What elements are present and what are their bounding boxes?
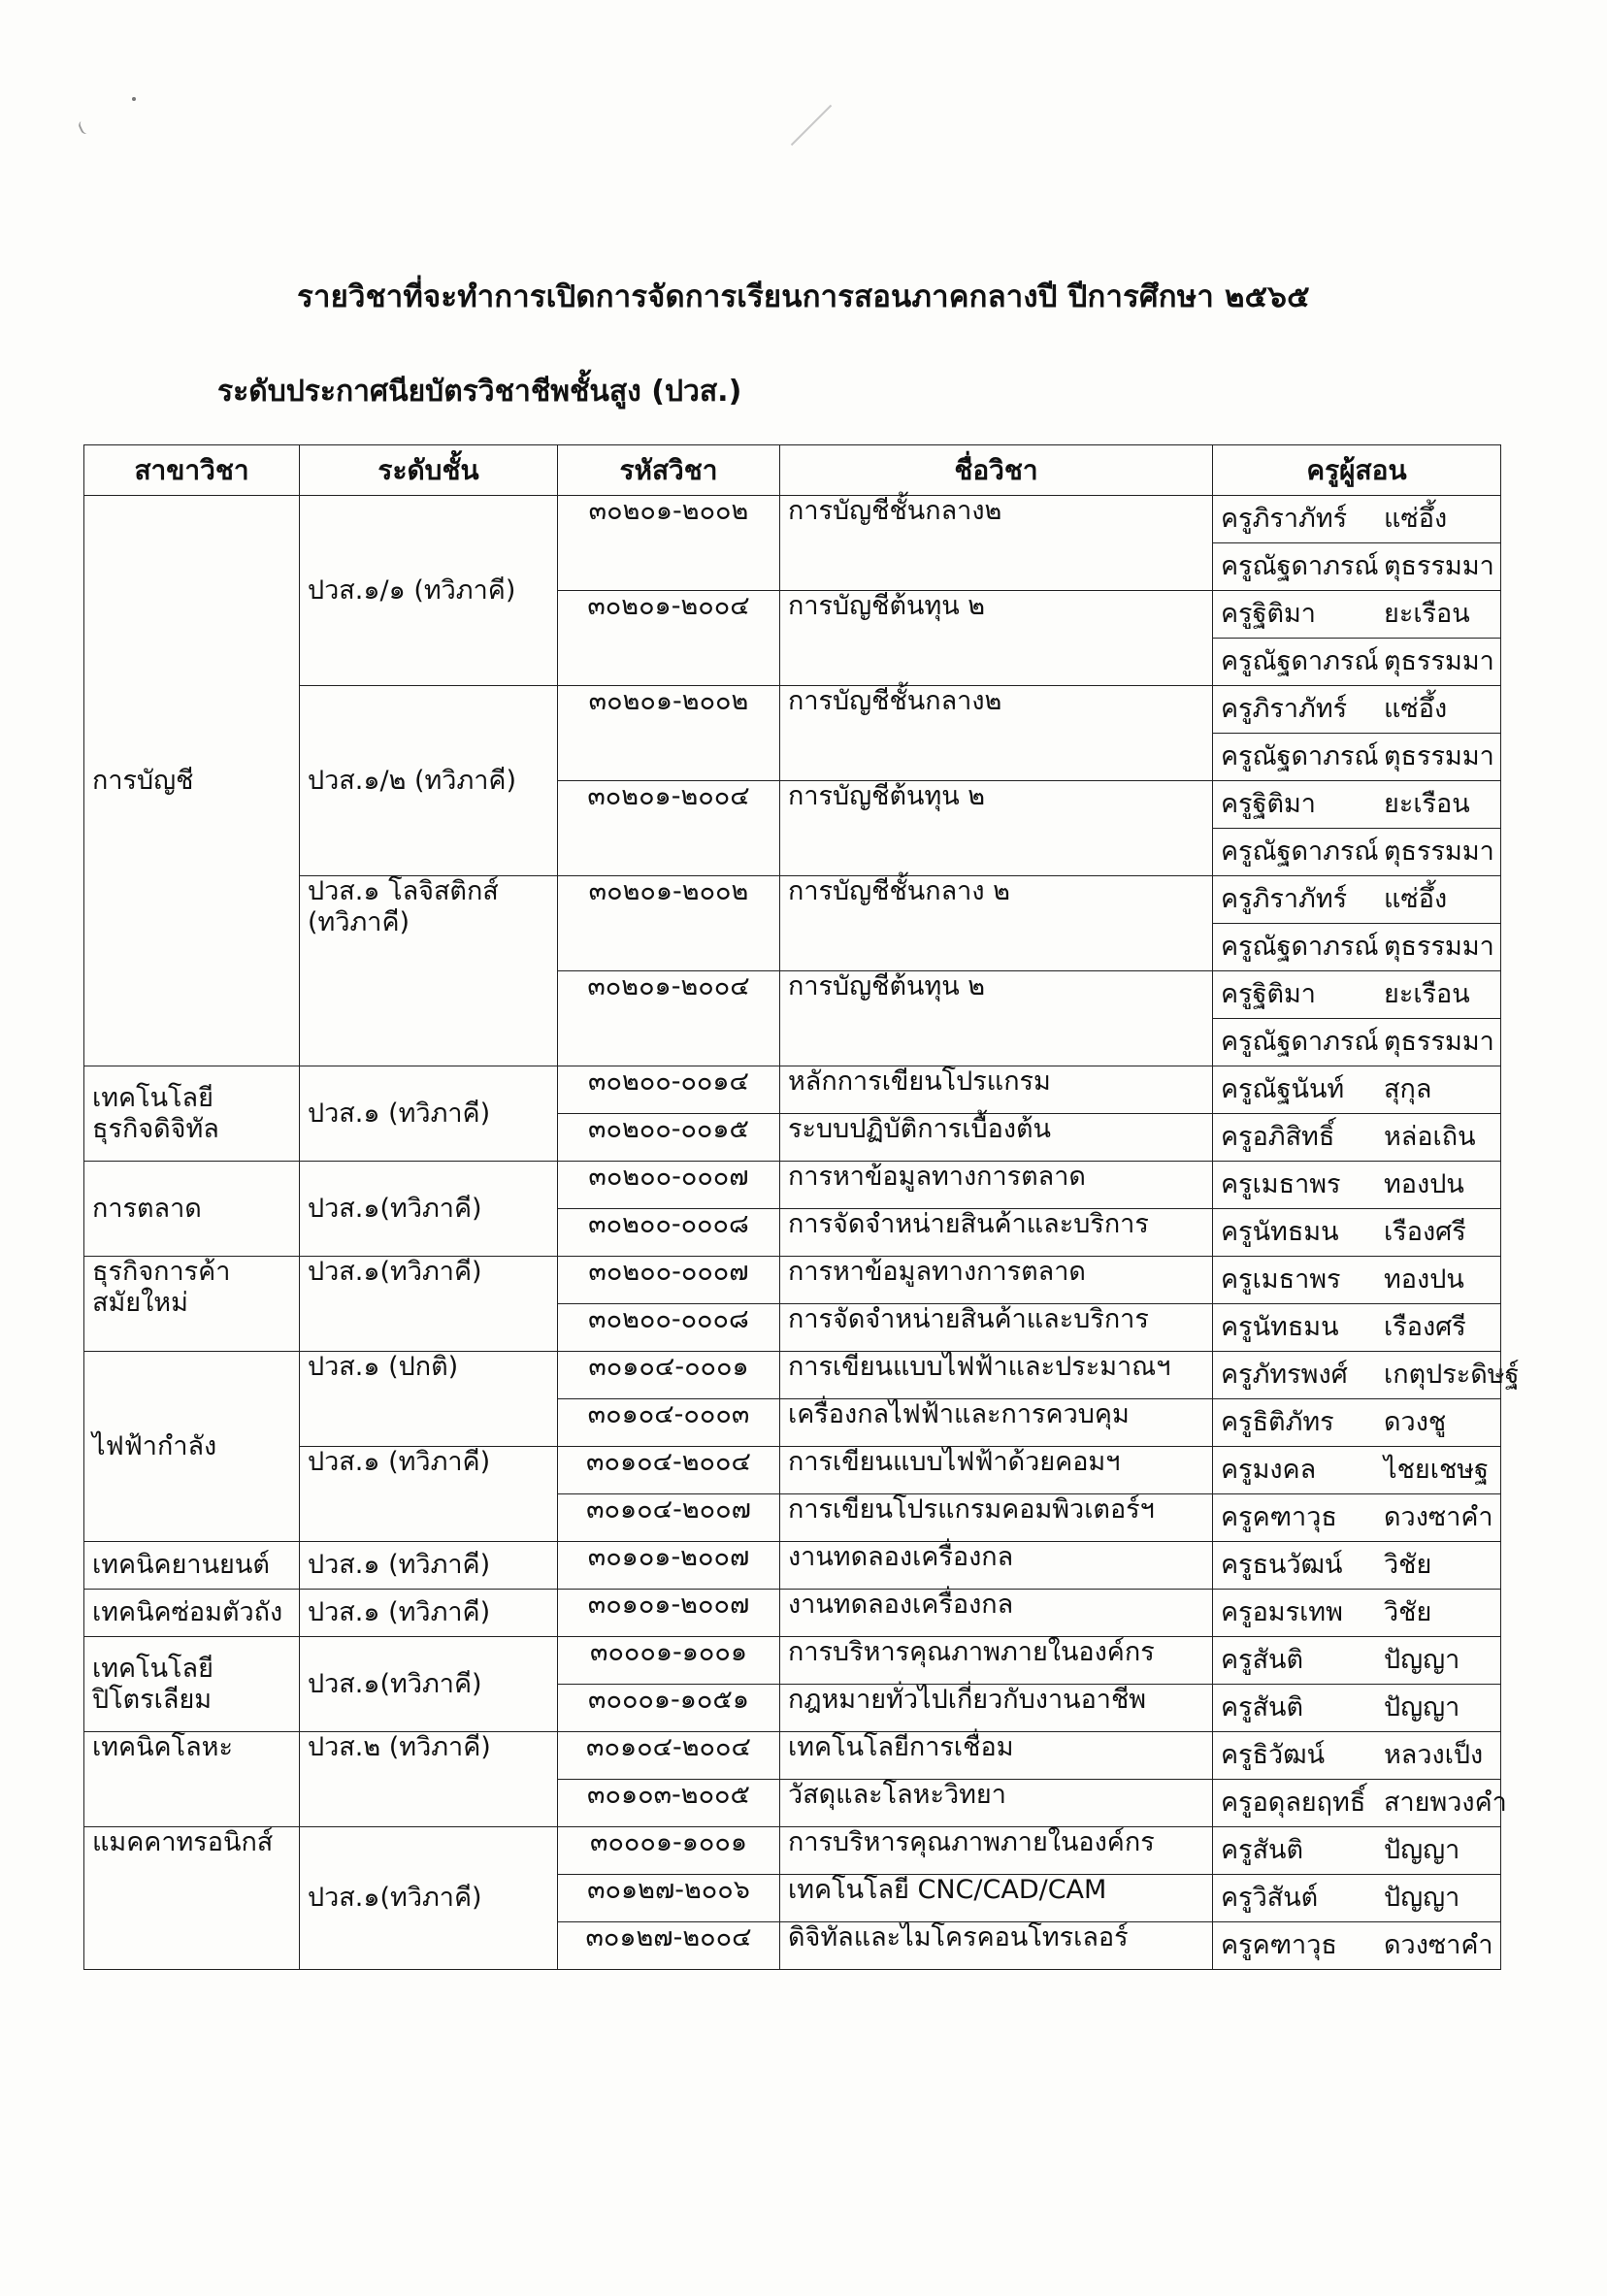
code-cell: ๓๐๒๐๐-๐๐๑๕: [558, 1114, 780, 1162]
table-row: [84, 1827, 1501, 1875]
major-cell: [84, 1637, 300, 1732]
teacher-first: ครูฐิติมา: [1221, 789, 1316, 819]
teacher-first: ครูอมรเทพ: [1221, 1597, 1343, 1627]
teacher-cell: [1213, 971, 1501, 1019]
teacher-cell: [1213, 829, 1501, 876]
teacher-first: ครูธิวัฒน์: [1221, 1740, 1326, 1770]
teacher-cell: [1213, 1542, 1501, 1590]
code-cell: ๓๐๒๐๑-๒๐๐๒: [558, 686, 780, 781]
course-table: [83, 444, 1520, 1970]
scan-smudge: [78, 119, 92, 136]
major-line-1: เทคโนโลยี: [92, 1653, 213, 1684]
teacher-last: ยะเรือน: [1384, 599, 1470, 629]
subject-cell: หลักการเขียนโปรแกรม: [780, 1066, 1213, 1114]
teacher-first: ครูอภิสิทธิ์: [1221, 1122, 1335, 1152]
teacher-first: ครูธิติภัทร: [1221, 1407, 1334, 1437]
teacher-last: ตุธรรมมา: [1384, 741, 1494, 771]
subject-cell: การเขียนโปรแกรมคอมพิวเตอร์ฯ: [780, 1494, 1213, 1542]
teacher-last: ไชยเชษฐ: [1384, 1455, 1489, 1485]
teacher-last: ยะเรือน: [1384, 979, 1470, 1009]
teacher-last: ตุธรรมมา: [1384, 836, 1494, 867]
code-cell: ๓๐๒๐๐-๐๐๑๔: [558, 1066, 780, 1114]
subject-cell: การเขียนแบบไฟฟ้าด้วยคอมฯ: [780, 1447, 1213, 1494]
major-line-1: ธุรกิจการค้า: [92, 1257, 231, 1287]
code-cell: ๓๐๒๐๑-๒๐๐๔: [558, 591, 780, 686]
teacher-first: ครูคฑาวุธ: [1221, 1930, 1337, 1960]
subject-cell: การบริหารคุณภาพภายในองค์กร: [780, 1827, 1213, 1875]
level-cell: ปวส.๑/๑ (ทวิภาคี): [300, 496, 558, 686]
teacher-cell: [1213, 1494, 1501, 1542]
teacher-cell: [1213, 1732, 1501, 1780]
code-cell: ๓๐๒๐๐-๐๐๐๗: [558, 1257, 780, 1304]
teacher-cell: [1213, 591, 1501, 639]
teacher-cell: [1213, 1875, 1501, 1922]
teacher-last: หล่อเถิน: [1384, 1122, 1476, 1152]
code-cell: ๓๐๑๐๔-๐๐๐๑: [558, 1352, 780, 1399]
teacher-cell: [1213, 1352, 1520, 1399]
header-level: ระดับชั้น: [300, 445, 558, 496]
teacher-first: ครูวิสันต์: [1221, 1883, 1319, 1913]
teacher-first: ครูณัฐดาภรณ์: [1221, 551, 1379, 581]
teacher-last: วิชัย: [1384, 1597, 1432, 1627]
teacher-first: ครูนัทธมน: [1221, 1312, 1339, 1342]
teacher-first: ครูธนวัฒน์: [1221, 1550, 1343, 1580]
teacher-last: ดวงซาคำ: [1384, 1502, 1493, 1532]
header-subject: ชื่อวิชา: [780, 445, 1213, 496]
teacher-cell: [1213, 1114, 1501, 1162]
scan-dot: [132, 97, 136, 101]
code-cell: ๓๐๑๒๗-๒๐๐๖: [558, 1875, 780, 1922]
teacher-last: แซ่อึ้ง: [1384, 504, 1448, 534]
table-row: [84, 1257, 1501, 1304]
code-cell: ๓๐๑๐๔-๐๐๐๓: [558, 1399, 780, 1447]
major-line-2: ปิโตรเลียม: [92, 1684, 213, 1715]
major-line-1: เทคโนโลยี: [92, 1082, 213, 1113]
teacher-last: ทองปน: [1384, 1264, 1464, 1295]
teacher-last: สายพวงคำ: [1384, 1788, 1507, 1818]
teacher-last: แซ่อึ้ง: [1384, 694, 1448, 724]
table-row: [84, 1162, 1501, 1209]
header-row: [84, 445, 1501, 496]
level-cell: ปวส.๑ (ทวิภาคี): [300, 1066, 558, 1162]
code-cell: ๓๐๑๐๑-๒๐๐๗: [558, 1590, 780, 1637]
teacher-cell: [1213, 1257, 1501, 1304]
teacher-last: วิชัย: [1384, 1550, 1432, 1580]
major-cell: ไฟฟ้ากำลัง: [84, 1352, 300, 1542]
major-line-2: สมัยใหม่: [92, 1288, 188, 1318]
header-teacher: ครูผู้สอน: [1213, 445, 1501, 496]
teacher-cell: [1213, 686, 1501, 734]
teacher-cell: [1213, 1922, 1501, 1970]
header-major: สาขาวิชา: [84, 445, 300, 496]
subject-cell: การบัญชีชั้นกลาง๒: [780, 496, 1213, 591]
level-cell: ปวส.๑(ทวิภาคี): [300, 1257, 558, 1352]
page-subtitle: ระดับประกาศนียบัตรวิชาชีพชั้นสูง (ปวส.): [217, 375, 742, 409]
teacher-cell: [1213, 1590, 1501, 1637]
table-row: [84, 1637, 1501, 1685]
code-cell: ๓๐๑๐๔-๒๐๐๔: [558, 1447, 780, 1494]
table-row: [84, 1732, 1501, 1780]
table-row: [84, 1066, 1501, 1114]
subject-cell: กฎหมายทั่วไปเกี่ยวกับงานอาชีพ: [780, 1685, 1213, 1732]
teacher-last: ทองปน: [1384, 1169, 1464, 1199]
teacher-first: ครูอดุลยฤทธิ์: [1221, 1788, 1366, 1818]
subject-cell: เครื่องกลไฟฟ้าและการควบคุม: [780, 1399, 1213, 1447]
level-cell: ปวส.๑ (ทวิภาคี): [300, 1447, 558, 1542]
teacher-last: สุกุล: [1384, 1074, 1432, 1104]
teacher-first: ครูสันติ: [1221, 1645, 1304, 1675]
code-cell: ๓๐๐๐๑-๑๐๕๑: [558, 1685, 780, 1732]
level-cell: ปวส.๑(ทวิภาคี): [300, 1827, 558, 1970]
teacher-cell: [1213, 1209, 1501, 1257]
major-cell: [84, 1066, 300, 1162]
level-cell: ปวส.๑(ทวิภาคี): [300, 1637, 558, 1732]
table-row: [84, 496, 1501, 543]
code-cell: ๓๐๒๐๑-๒๐๐๔: [558, 781, 780, 876]
teacher-last: ปัญญา: [1384, 1883, 1460, 1913]
level-cell: ปวส.๑(ทวิภาคี): [300, 1162, 558, 1257]
teacher-cell: [1213, 1399, 1501, 1447]
code-cell: ๓๐๑๐๑-๒๐๐๗: [558, 1542, 780, 1590]
scan-line: [791, 105, 832, 146]
teacher-cell: [1213, 1019, 1501, 1066]
teacher-first: ครูณัฐดาภรณ์: [1221, 1027, 1379, 1057]
teacher-cell: [1213, 639, 1501, 686]
teacher-first: ครูสันติ: [1221, 1692, 1304, 1722]
teacher-cell: [1213, 924, 1501, 971]
subject-cell: การบัญชีชั้นกลาง๒: [780, 686, 1213, 781]
teacher-first: ครูณัฐดาภรณ์: [1221, 741, 1379, 771]
teacher-first: ครูภิราภัทร์: [1221, 884, 1348, 914]
code-cell: ๓๐๒๐๑-๒๐๐๔: [558, 971, 780, 1066]
teacher-first: ครูนัทธมน: [1221, 1217, 1339, 1247]
header-code: รหัสวิชา: [558, 445, 780, 496]
teacher-last: หลวงเป็ง: [1384, 1740, 1484, 1770]
teacher-last: ปัญญา: [1384, 1645, 1460, 1675]
code-cell: ๓๐๑๐๓-๒๐๐๕: [558, 1780, 780, 1827]
table-row: [84, 1590, 1501, 1637]
subject-cell: งานทดลองเครื่องกล: [780, 1542, 1213, 1590]
subject-cell: เทคโนโลยี CNC/CAD/CAM: [780, 1875, 1213, 1922]
code-cell: ๓๐๑๐๔-๒๐๐๗: [558, 1494, 780, 1542]
major-cell: การตลาด: [84, 1162, 300, 1257]
teacher-first: ครูณัฐดาภรณ์: [1221, 932, 1379, 962]
teacher-cell: [1213, 1066, 1501, 1114]
teacher-cell: [1213, 1447, 1501, 1494]
major-line-2: ธุรกิจดิจิทัล: [92, 1113, 219, 1144]
teacher-first: ครูฐิติมา: [1221, 599, 1316, 629]
code-cell: ๓๐๒๐๑-๒๐๐๒: [558, 496, 780, 591]
teacher-first: ครูสันติ: [1221, 1835, 1304, 1865]
major-cell: การบัญชี: [84, 496, 300, 1066]
level-cell: ปวส.๑ (ปกติ): [300, 1352, 558, 1447]
teacher-cell: [1213, 1780, 1507, 1827]
code-cell: ๓๐๐๐๑-๑๐๐๑: [558, 1637, 780, 1685]
code-cell: ๓๐๐๐๑-๑๐๐๑: [558, 1827, 780, 1875]
teacher-first: ครูณัฐดาภรณ์: [1221, 836, 1379, 867]
teacher-last: ดวงชู: [1384, 1407, 1447, 1437]
table-row: [84, 1542, 1501, 1590]
table-row: [84, 1352, 1501, 1399]
major-cell: เทคนิคซ่อมตัวถัง: [84, 1590, 300, 1637]
teacher-last: ยะเรือน: [1384, 789, 1470, 819]
level-cell: [300, 876, 558, 1066]
level-line-2: (ทวิภาคี): [308, 907, 410, 937]
code-cell: ๓๐๑๐๔-๒๐๐๔: [558, 1732, 780, 1780]
subject-cell: การจัดจำหน่ายสินค้าและบริการ: [780, 1209, 1213, 1257]
major-cell: แมคคาทรอนิกส์: [84, 1827, 300, 1970]
teacher-cell: [1213, 1827, 1501, 1875]
subject-cell: การบัญชีต้นทุน ๒: [780, 971, 1213, 1066]
teacher-cell: [1213, 1162, 1501, 1209]
code-cell: ๓๐๒๐๐-๐๐๐๘: [558, 1209, 780, 1257]
teacher-first: ครูมงคล: [1221, 1455, 1317, 1485]
subject-cell: การบัญชีต้นทุน ๒: [780, 781, 1213, 876]
teacher-last: ตุธรรมมา: [1384, 1027, 1494, 1057]
code-cell: ๓๐๒๐๑-๒๐๐๒: [558, 876, 780, 971]
major-cell: เทคนิคยานยนต์: [84, 1542, 300, 1590]
subject-cell: ระบบปฏิบัติการเบื้องต้น: [780, 1114, 1213, 1162]
teacher-cell: [1213, 734, 1501, 781]
teacher-cell: [1213, 1637, 1501, 1685]
major-cell: [84, 1257, 300, 1352]
teacher-cell: [1213, 496, 1501, 543]
subject-cell: การจัดจำหน่ายสินค้าและบริการ: [780, 1304, 1213, 1352]
subject-cell: การหาข้อมูลทางการตลาด: [780, 1162, 1213, 1209]
subject-cell: การบัญชีชั้นกลาง ๒: [780, 876, 1213, 971]
teacher-first: ครูณัฐดาภรณ์: [1221, 646, 1379, 676]
teacher-first: ครูภิราภัทร์: [1221, 504, 1348, 534]
subject-cell: ดิจิทัลและไมโครคอนโทรเลอร์: [780, 1922, 1213, 1970]
teacher-last: เรืองศรี: [1384, 1217, 1466, 1247]
teacher-first: ครูฐิติมา: [1221, 979, 1316, 1009]
level-cell: ปวส.๒ (ทวิภาคี): [300, 1732, 558, 1827]
code-cell: ๓๐๑๒๗-๒๐๐๔: [558, 1922, 780, 1970]
teacher-last: เรืองศรี: [1384, 1312, 1466, 1342]
teacher-cell: [1213, 1304, 1501, 1352]
teacher-first: ครูณัฐนันท์: [1221, 1074, 1345, 1104]
subject-cell: วัสดุและโลหะวิทยา: [780, 1780, 1213, 1827]
teacher-first: ครูคฑาวุธ: [1221, 1502, 1337, 1532]
teacher-last: ตุธรรมมา: [1384, 646, 1494, 676]
teacher-last: ตุธรรมมา: [1384, 551, 1494, 581]
code-cell: ๓๐๒๐๐-๐๐๐๘: [558, 1304, 780, 1352]
subject-cell: การเขียนแบบไฟฟ้าและประมาณฯ: [780, 1352, 1213, 1399]
teacher-last: เกตุประดิษฐ์: [1384, 1360, 1520, 1390]
teacher-last: ปัญญา: [1384, 1692, 1460, 1722]
subject-cell: งานทดลองเครื่องกล: [780, 1590, 1213, 1637]
subject-cell: เทคโนโลยีการเชื่อม: [780, 1732, 1213, 1780]
level-cell: ปวส.๑ (ทวิภาคี): [300, 1590, 558, 1637]
teacher-last: ดวงซาคำ: [1384, 1930, 1493, 1960]
teacher-last: ตุธรรมมา: [1384, 932, 1494, 962]
teacher-first: ครูภิราภัทร์: [1221, 694, 1348, 724]
subject-cell: การหาข้อมูลทางการตลาด: [780, 1257, 1213, 1304]
subject-cell: การบริหารคุณภาพภายในองค์กร: [780, 1637, 1213, 1685]
teacher-cell: [1213, 876, 1501, 924]
major-cell: เทคนิคโลหะ: [84, 1732, 300, 1827]
level-line-1: ปวส.๑ โลจิสติกส์: [308, 876, 499, 906]
teacher-first: ครูเมธาพร: [1221, 1169, 1341, 1199]
teacher-last: ปัญญา: [1384, 1835, 1460, 1865]
teacher-cell: [1213, 781, 1501, 829]
teacher-cell: [1213, 1685, 1501, 1732]
code-cell: ๓๐๒๐๐-๐๐๐๗: [558, 1162, 780, 1209]
teacher-cell: [1213, 543, 1501, 591]
level-cell: ปวส.๑ (ทวิภาคี): [300, 1542, 558, 1590]
teacher-first: ครูภัทรพงศ์: [1221, 1360, 1348, 1390]
subject-cell: การบัญชีต้นทุน ๒: [780, 591, 1213, 686]
page-title: รายวิชาที่จะทำการเปิดการจัดการเรียนการสอนภาคกลางปี ปีการศึกษา ๒๕๖๕: [297, 279, 1310, 314]
teacher-first: ครูเมธาพร: [1221, 1264, 1341, 1295]
level-cell: ปวส.๑/๒ (ทวิภาคี): [300, 686, 558, 876]
teacher-last: แซ่อึ้ง: [1384, 884, 1448, 914]
